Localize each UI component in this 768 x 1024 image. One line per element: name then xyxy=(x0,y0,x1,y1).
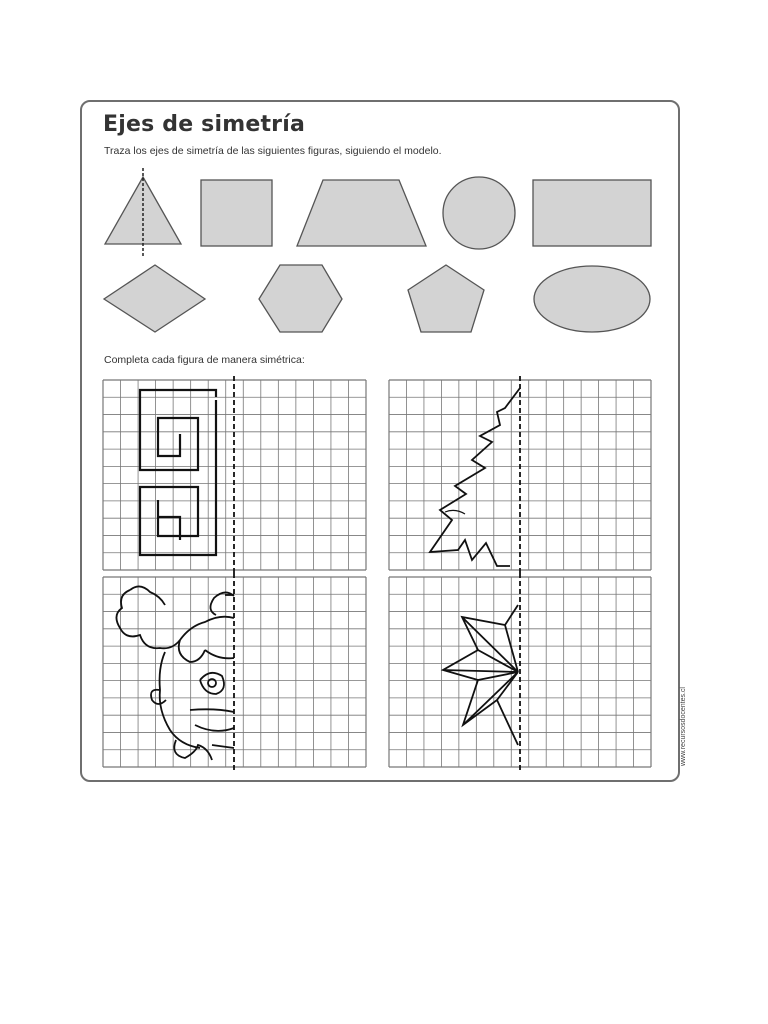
tree-half-grid xyxy=(389,376,651,574)
spiral-meander-grid xyxy=(103,376,366,574)
clown-stroke xyxy=(190,709,234,712)
credit-url: www.recursosdocentes.cl xyxy=(680,687,687,766)
clown-stroke xyxy=(205,650,234,658)
clown-eye xyxy=(208,679,216,687)
clown-stroke xyxy=(116,590,234,648)
clown-stroke xyxy=(179,640,205,662)
clown-stroke xyxy=(130,586,165,605)
clown-face-half-grid xyxy=(103,573,366,771)
page-title: Ejes de simetría xyxy=(103,112,306,137)
clown-stroke xyxy=(195,725,234,731)
star-half-grid xyxy=(389,573,651,771)
clown-drawing xyxy=(116,586,234,760)
clown-stroke xyxy=(151,690,166,704)
star-drawing xyxy=(443,605,518,745)
tree-detail-line xyxy=(445,510,465,514)
instruction-complete: Completa cada figura de manera simétrica: xyxy=(104,354,305,366)
instruction-axes: Traza los ejes de simetría de las siguientes figuras, siguiendo el modelo. xyxy=(104,145,442,157)
clown-stroke xyxy=(200,673,224,694)
